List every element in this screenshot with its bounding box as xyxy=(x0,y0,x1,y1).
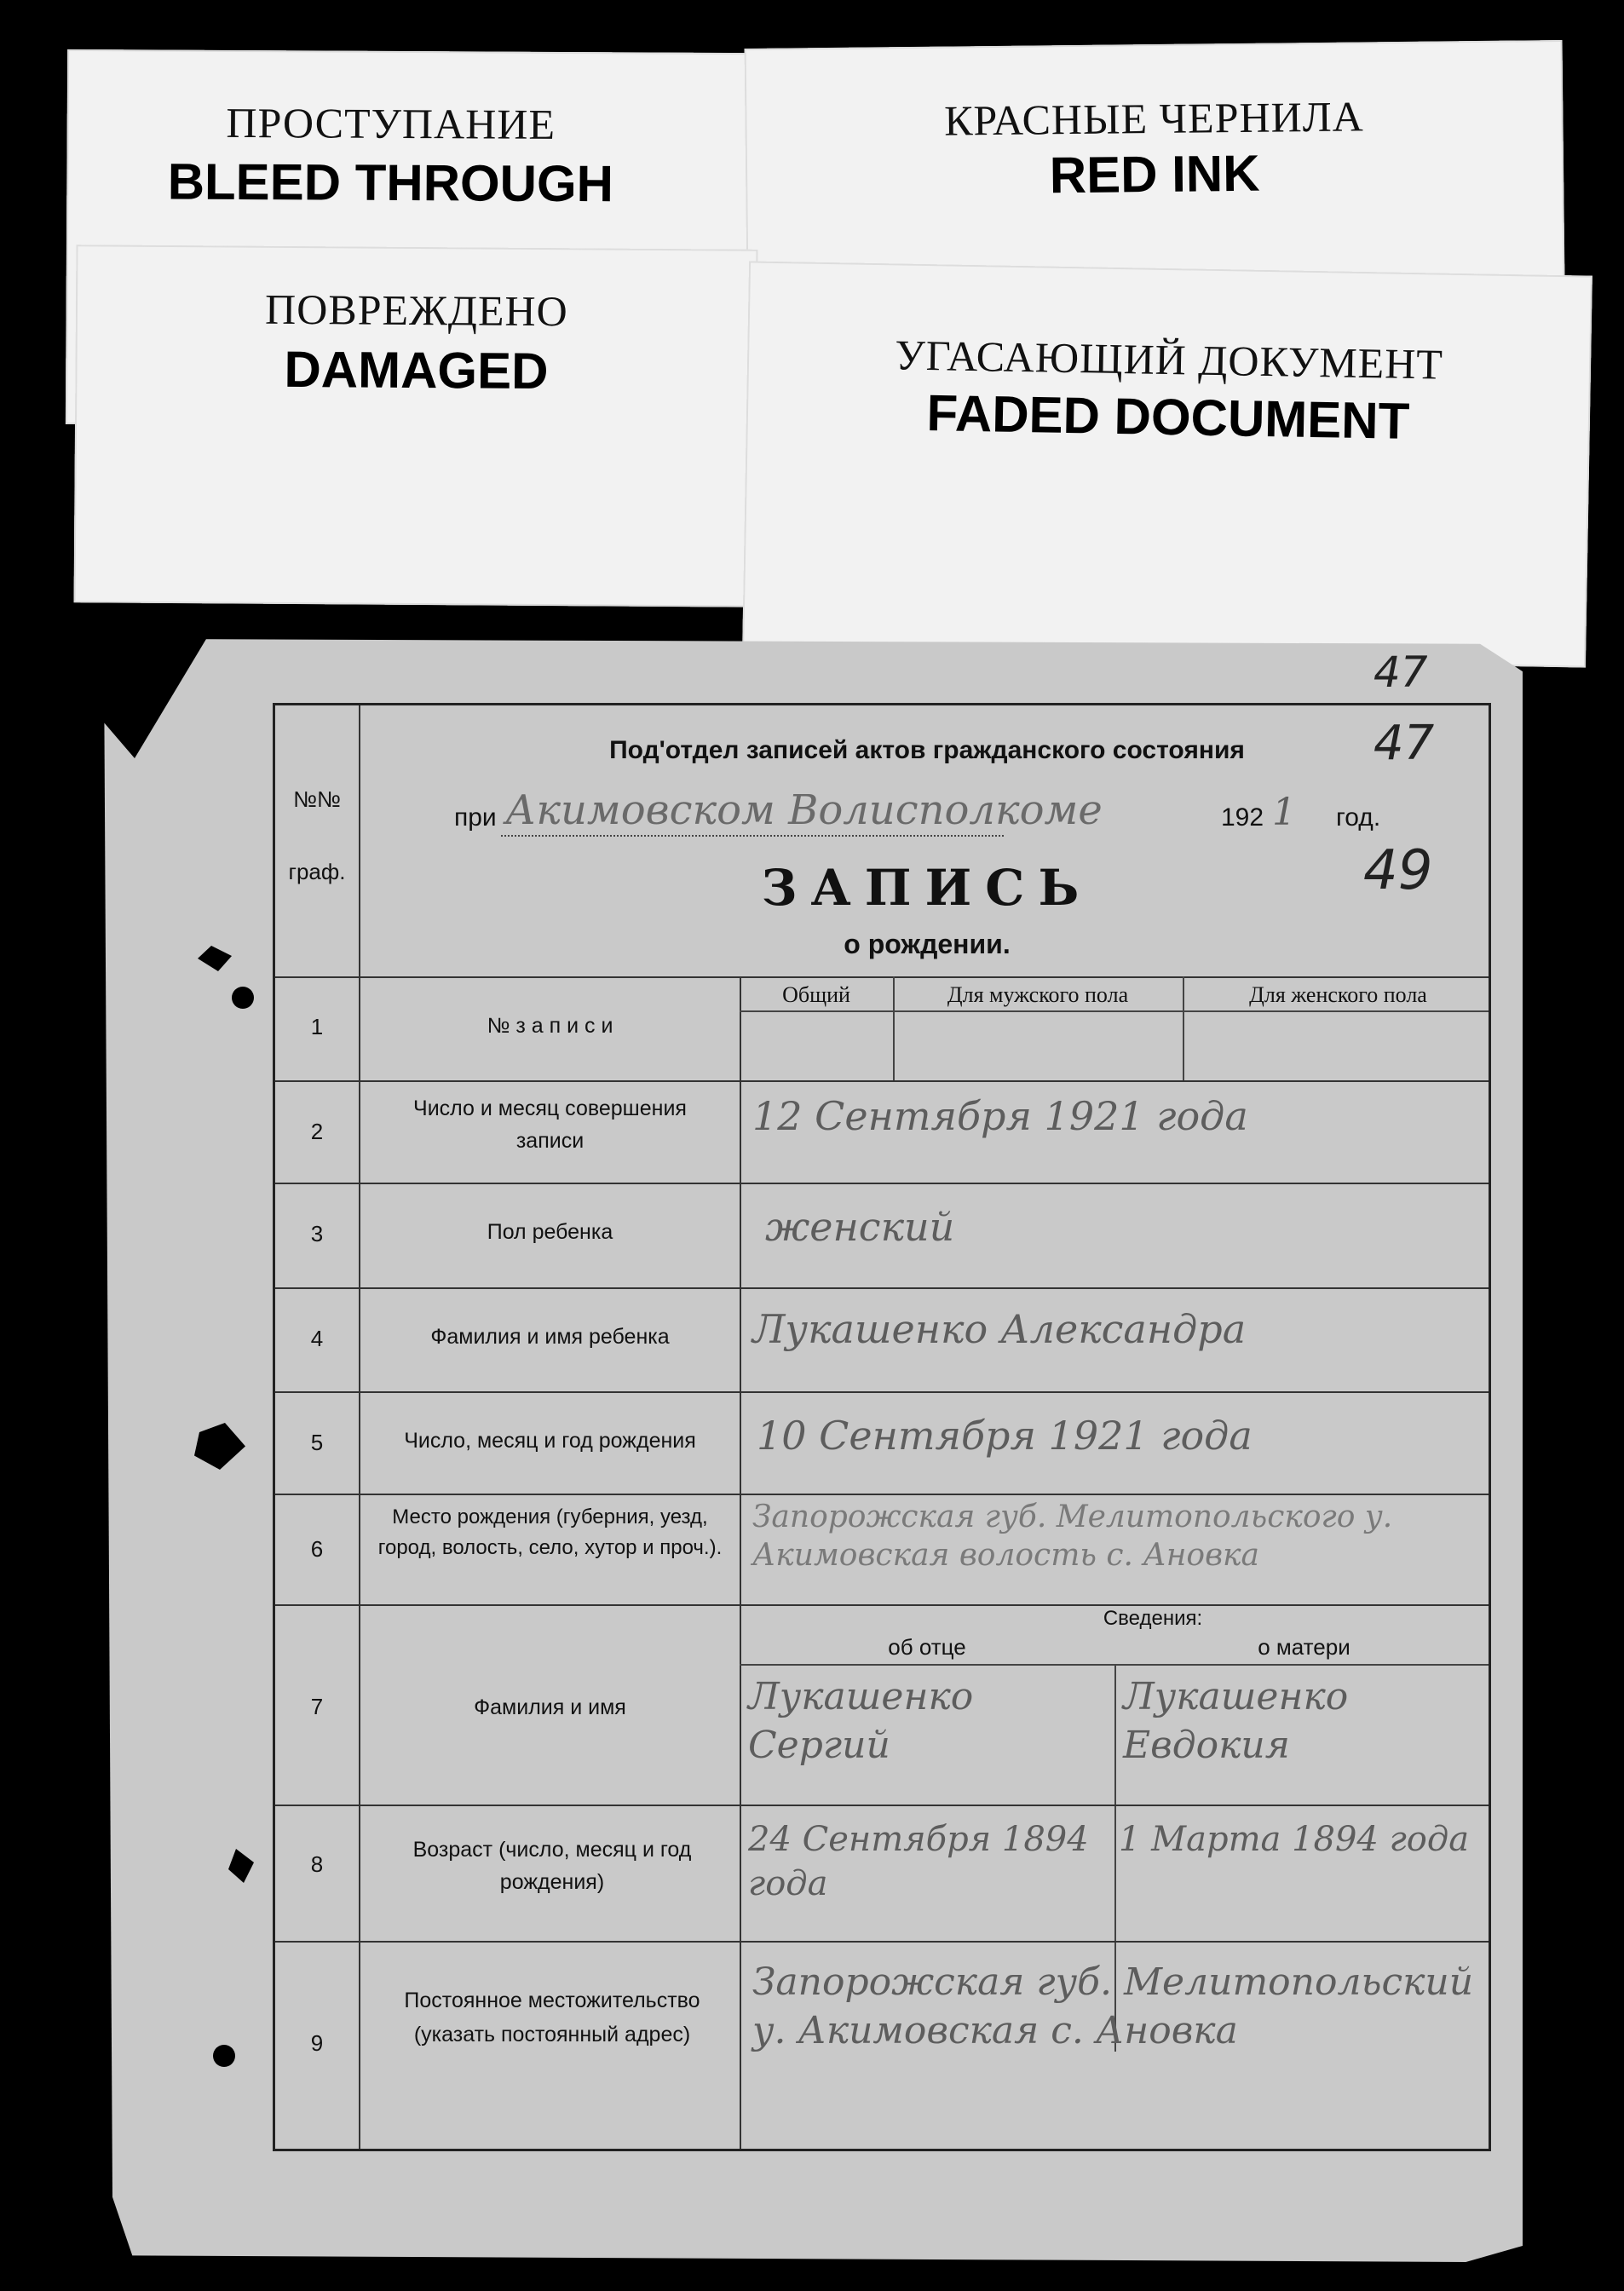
child-sex-handwritten: женский xyxy=(765,1204,955,1250)
subdepartment-title: Под'отдел записей актов гражданского состояния xyxy=(609,736,1245,764)
punch-hole xyxy=(213,2045,235,2067)
damaged-label-ru: ПОВРЕЖДЕНО xyxy=(264,285,568,336)
row-label: Пол ребенка xyxy=(487,1220,613,1244)
row-number: 3 xyxy=(310,1221,324,1246)
archive-number-mid: 47 xyxy=(1373,716,1435,771)
row-label: Фамилия и имя xyxy=(474,1695,626,1719)
mother-name-handwritten: Лукашенко Евдокия xyxy=(1123,1675,1349,1768)
row-number: 8 xyxy=(310,1851,324,1877)
row-number: 7 xyxy=(310,1694,324,1719)
col-male: Для мужского пола xyxy=(947,982,1129,1007)
birth-place-handwritten: Запорожская губ. Мелитопольского у. Акимовская волость с. Ановка xyxy=(752,1500,1393,1573)
col-common: Общий xyxy=(782,982,850,1007)
residence-handwritten: Запорожская губ. Мелитопольский у. Акимовская с. Ановка xyxy=(752,1960,1474,2053)
birth-record-form xyxy=(273,703,1491,2151)
year-prefix: 192 xyxy=(1221,803,1264,832)
info-label: Сведения: xyxy=(1103,1607,1203,1630)
child-name-handwritten: Лукашенко Александра xyxy=(752,1306,1247,1352)
pri-label: при xyxy=(454,803,497,832)
archive-number-top: 47 xyxy=(1373,648,1428,697)
bleed-label-ru: ПРОСТУПАНИЕ xyxy=(226,98,556,148)
year-digit-handwritten: 1 xyxy=(1272,791,1296,834)
record-title: ЗАПИСЬ xyxy=(761,859,1093,917)
col-female: Для женского пола xyxy=(1249,982,1427,1007)
record-date-handwritten: 12 Сентября 1921 года xyxy=(752,1093,1248,1139)
damaged-label xyxy=(74,245,758,607)
council-name-handwritten: Акимовском Волисполкоме xyxy=(505,786,1103,834)
mother-col-label: о матери xyxy=(1258,1634,1350,1660)
bleed-label-en: BLEED THROUGH xyxy=(167,153,614,213)
father-name-handwritten: Лукашенко Сергий xyxy=(748,1675,974,1768)
row-number: 1 xyxy=(310,1014,324,1039)
faded-label-ru: УГАСАЮЩИЙ ДОКУМЕНТ xyxy=(894,331,1444,389)
god-label: год. xyxy=(1336,803,1381,832)
row-number: 4 xyxy=(310,1326,324,1351)
row-label: Место рождения (губерния, уезд, город, волость, село, хутор и проч.). xyxy=(377,1505,723,1559)
row-label: Число и месяц совершения записи xyxy=(413,1097,687,1153)
father-col-label: об отце xyxy=(888,1634,966,1660)
row-label: № з а п и с и xyxy=(487,1014,613,1038)
nn-label: №№ xyxy=(293,786,341,812)
row-label: Возраст (число, месяц и год рождения) xyxy=(412,1838,692,1894)
red-ink-label-ru: КРАСНЫЕ ЧЕРНИЛА xyxy=(943,92,1365,145)
faded-document-label xyxy=(742,261,1592,667)
row-number: 2 xyxy=(310,1119,324,1144)
archive-number-bottom: 49 xyxy=(1363,839,1433,902)
father-age-handwritten: 24 Сентября 1894 года xyxy=(748,1820,1089,1903)
damaged-label-en: DAMAGED xyxy=(284,340,549,400)
red-ink-label xyxy=(745,40,1565,287)
row-label: Фамилия и имя ребенка xyxy=(430,1325,670,1349)
birth-date-handwritten: 10 Сентября 1921 года xyxy=(757,1413,1253,1459)
graf-label: граф. xyxy=(288,859,346,884)
record-subtitle: о рождении. xyxy=(844,929,1011,959)
punch-hole xyxy=(232,987,254,1009)
mother-age-handwritten: 1 Марта 1894 года xyxy=(1119,1820,1470,1859)
row-number: 9 xyxy=(310,2030,324,2056)
row-label: Число, месяц и год рождения xyxy=(404,1429,696,1453)
row-label: Постоянное местожительство (указать постоянный адрес) xyxy=(404,1989,700,2046)
faded-label-en: FADED DOCUMENT xyxy=(926,384,1410,450)
red-ink-label-en: RED INK xyxy=(1049,144,1260,204)
row-number: 5 xyxy=(310,1430,324,1455)
row-number: 6 xyxy=(310,1536,324,1562)
